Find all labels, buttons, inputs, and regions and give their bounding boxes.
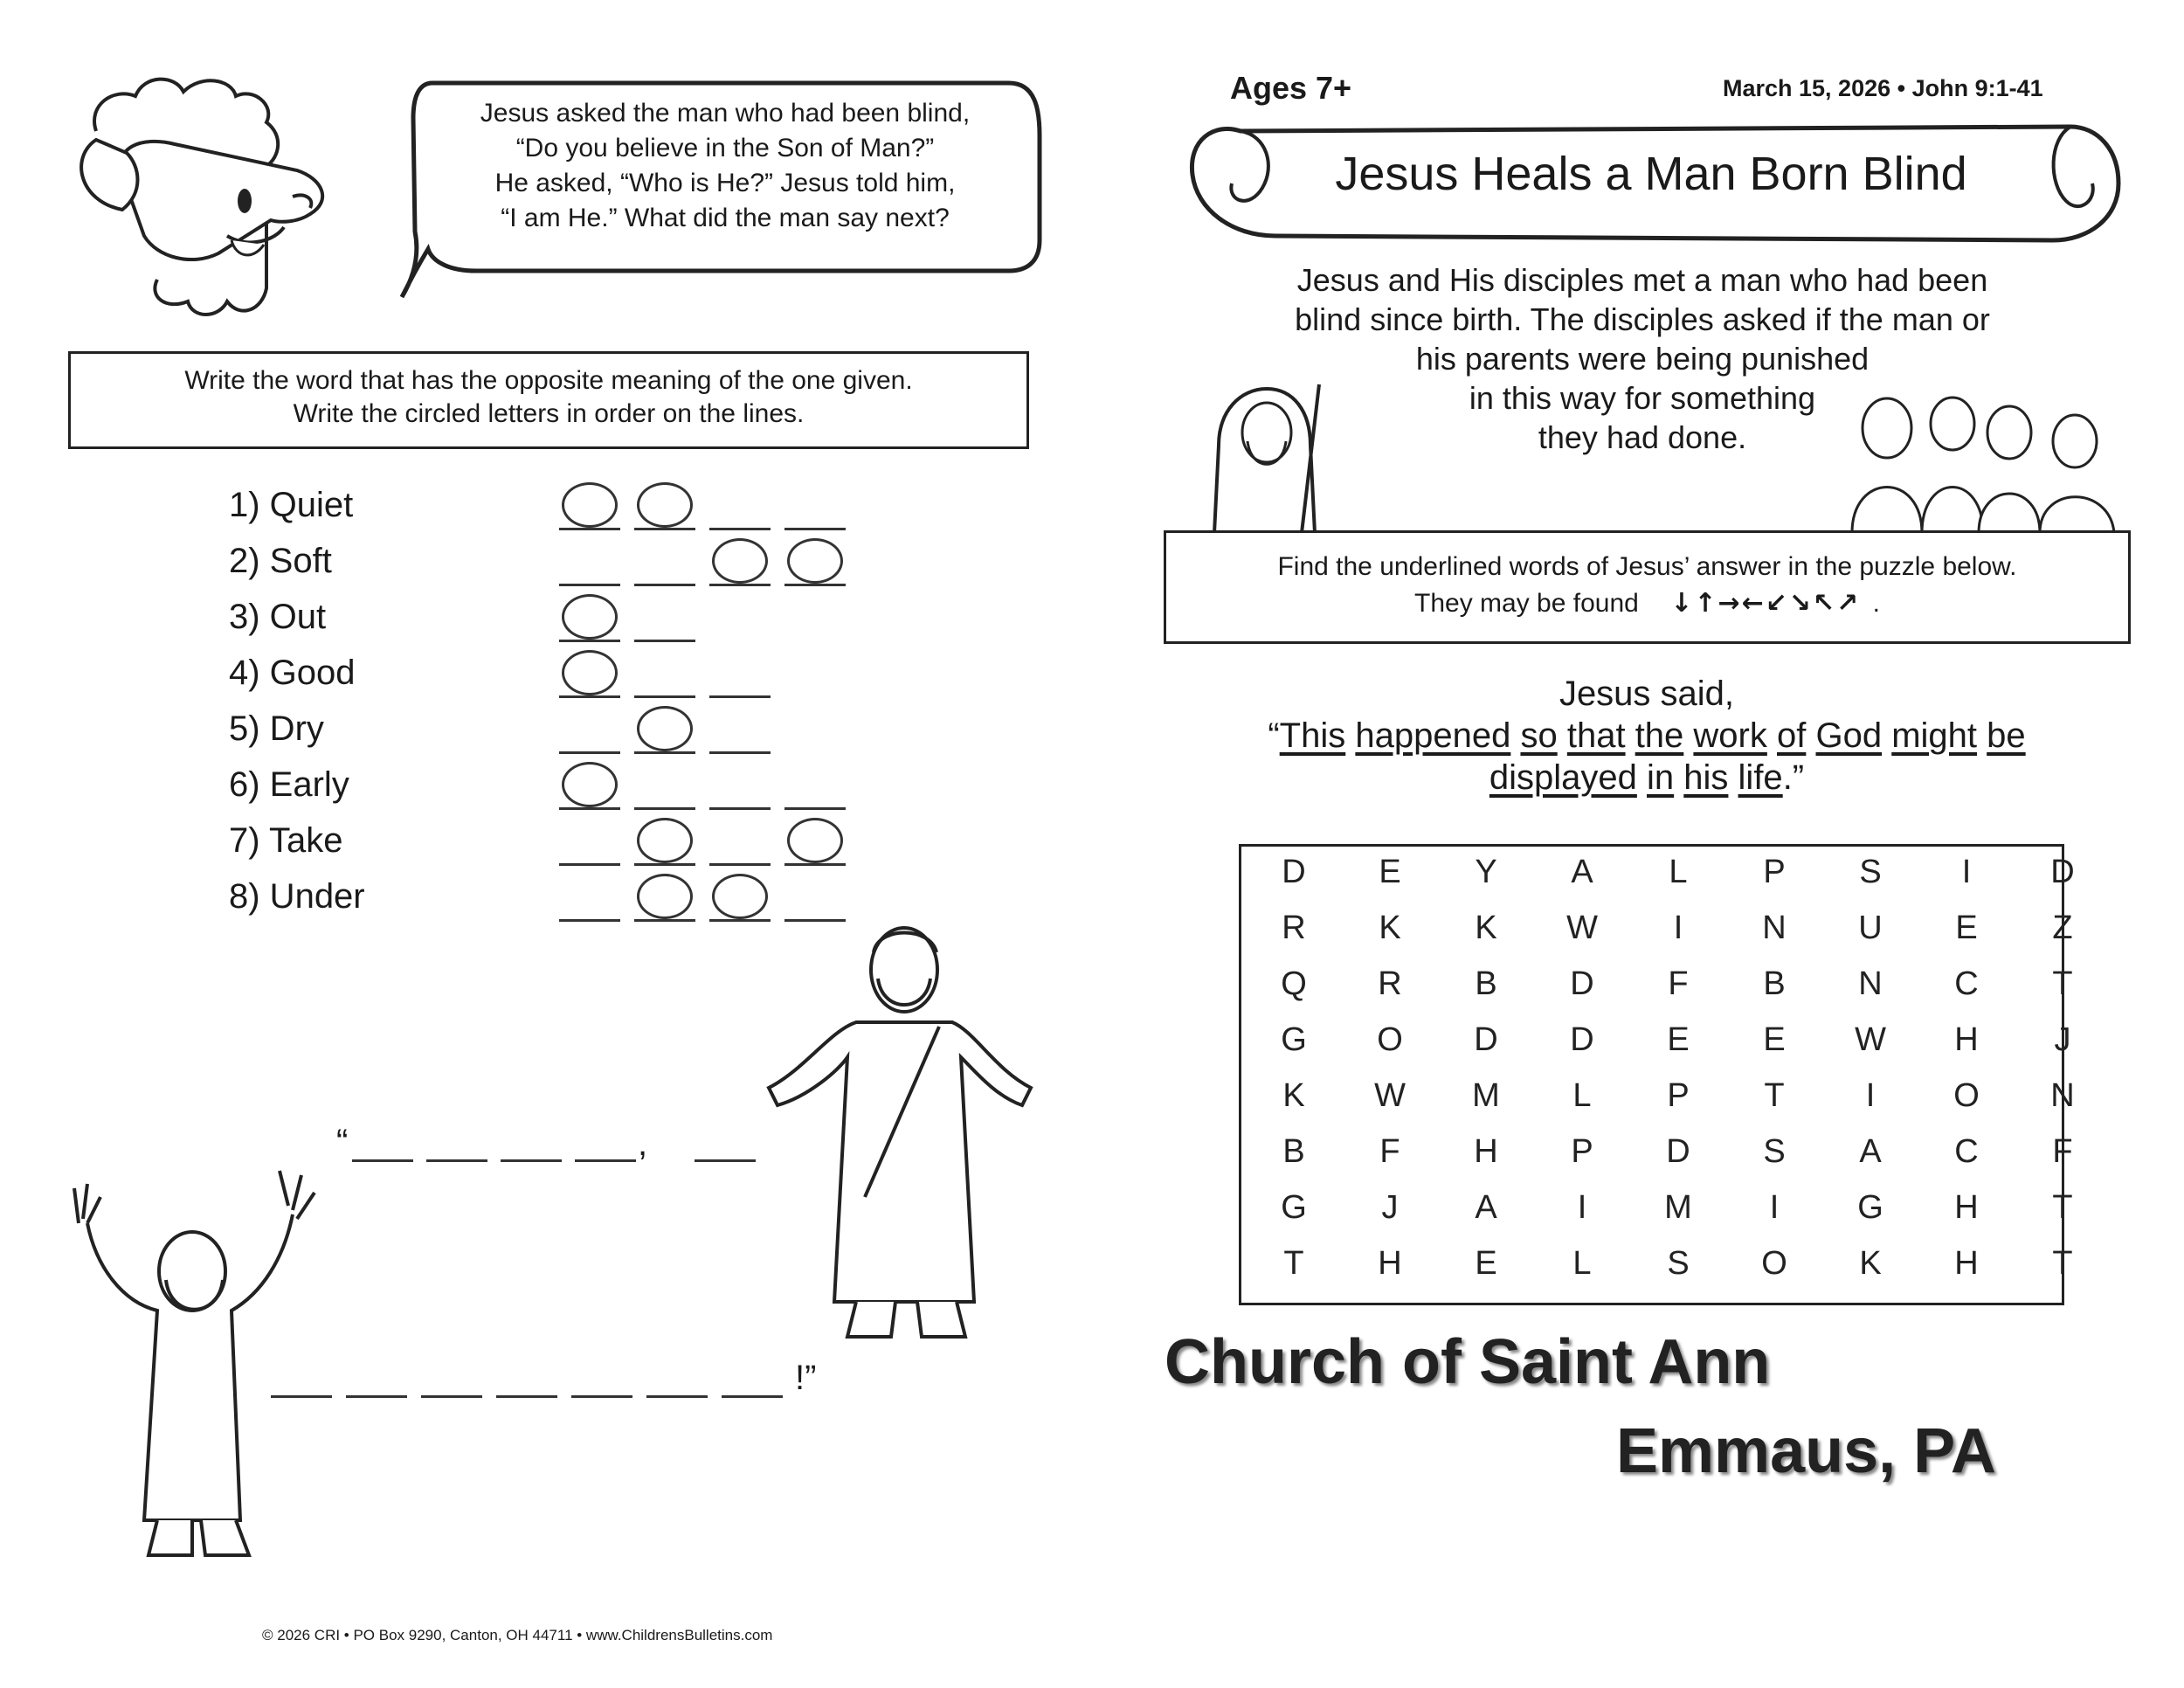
clue-label: 3) Out [229, 598, 327, 636]
grid-letter: E [1955, 910, 1978, 946]
instructions-line: Write the word that has the opposite meaning of the one given. [184, 366, 913, 395]
verse-word: This [1279, 716, 1346, 755]
page-title: Jesus Heals a Man Born Blind [1335, 148, 1967, 200]
circled-letter-slot [712, 874, 768, 919]
verse-line [1153, 757, 2140, 799]
grid-letter: Z [2052, 910, 2073, 946]
verse-word: happened [1355, 716, 1511, 755]
speech-line: “I am He.” What did the man say next? [501, 204, 950, 232]
grid-letter: L [1669, 854, 1688, 890]
church-name: Church of Saint Ann [1165, 1327, 1771, 1397]
grid-letter: M [1472, 1077, 1500, 1114]
answer-blank [271, 1395, 332, 1398]
letter-blank [634, 863, 695, 866]
age-range: Ages 7+ [1230, 70, 1352, 106]
letter-blank [709, 584, 771, 586]
clue-label: 4) Good [229, 654, 356, 692]
grid-letter: W [1855, 1021, 1886, 1058]
grid-letter: R [1282, 910, 1306, 946]
answer-close: !” [795, 1359, 817, 1397]
speech-line: Jesus asked the man who had been blind, [480, 99, 971, 128]
grid-letter: H [1474, 1133, 1498, 1170]
grid-letter: J [2054, 1021, 2071, 1058]
letter-blank [559, 919, 620, 922]
letter-blank [634, 751, 695, 754]
verse-word: be [1987, 716, 2026, 755]
answer-blank [426, 1159, 487, 1162]
speech-line: He asked, “Who is He?” Jesus told him, [494, 169, 956, 197]
instructions-line: Write the circled letters in order on the lines. [293, 399, 805, 428]
answer-blank [722, 1395, 783, 1398]
circled-letter-slot [637, 818, 693, 863]
circled-letter-slot [562, 594, 618, 640]
grid-letter: S [1859, 854, 1882, 890]
grid-letter: H [1378, 1245, 1402, 1282]
verse-word: might [1891, 716, 1978, 755]
grid-letter: Q [1281, 965, 1307, 1002]
instructions-text: They may be found [1414, 589, 1639, 618]
clue-label: 6) Early [229, 765, 349, 804]
date-reference: March 15, 2026 • John 9:1-41 [1723, 75, 2043, 101]
grid-letter: B [1475, 965, 1497, 1002]
verse-word: so [1520, 716, 1558, 755]
grid-letter: D [1570, 965, 1594, 1002]
verse-word: God [1815, 716, 1883, 755]
grid-letter: E [1667, 1021, 1690, 1058]
speech-line: “Do you believe in the Son of Man?” [515, 134, 935, 163]
open-quote: “ [336, 1123, 349, 1161]
jesus-illustration [751, 917, 1040, 1354]
grid-letter: N [2050, 1077, 2075, 1114]
copyright: © 2026 CRI • PO Box 9290, Canton, OH 44711 • www.ChildrensBulletins.com [262, 1627, 773, 1643]
clue-label: 7) Take [229, 821, 343, 860]
grid-letter: H [1954, 1245, 1979, 1282]
grid-letter: D [1666, 1133, 1690, 1170]
grid-letter: F [1379, 1133, 1400, 1170]
verse-word: the [1635, 716, 1684, 755]
circled-letter-slot [562, 650, 618, 695]
story-line: in this way for something [1469, 380, 1816, 416]
grid-letter: L [1572, 1077, 1592, 1114]
grid-letter: E [1475, 1245, 1497, 1282]
grid-letter: F [2052, 1133, 2073, 1170]
letter-blank [559, 807, 620, 810]
grid-letter: D [1570, 1021, 1594, 1058]
letter-blank [559, 695, 620, 698]
blind-man-illustration [1179, 367, 1354, 533]
grid-letter: W [1566, 910, 1598, 946]
letter-blank [634, 919, 695, 922]
letter-blank [784, 584, 846, 586]
story-line: blind since birth. The disciples asked if the man or [1295, 301, 1990, 337]
answer-comma: , [638, 1124, 648, 1163]
grid-letter: T [1764, 1077, 1785, 1114]
grid-letter: G [1281, 1021, 1307, 1058]
grid-letter: K [1859, 1245, 1882, 1282]
grid-letter: E [1379, 854, 1401, 890]
letter-blank [709, 807, 771, 810]
grid-letter: T [2052, 1189, 2073, 1226]
grid-letter: W [1374, 1077, 1406, 1114]
sheep-illustration [61, 70, 384, 323]
church-city: Emmaus, PA [1616, 1416, 1996, 1486]
letter-blank [634, 584, 695, 586]
grid-letter: O [1761, 1245, 1787, 1282]
story-line: they had done. [1538, 419, 1747, 455]
answer-blank [346, 1395, 407, 1398]
story-line: Jesus and His disciples met a man who had been [1296, 262, 1988, 298]
grid-letter: H [1954, 1189, 1979, 1226]
grid-letter: U [1858, 910, 1883, 946]
grid-letter: N [1858, 965, 1883, 1002]
answer-blank [501, 1159, 562, 1162]
clue-label: 5) Dry [229, 709, 324, 748]
circled-letter-slot [637, 874, 693, 919]
grid-letter: L [1572, 1245, 1592, 1282]
story-line: his parents were being punished [1415, 341, 1870, 377]
circled-letter-slot [787, 818, 843, 863]
letter-blank [559, 528, 620, 530]
letter-blank [634, 528, 695, 530]
word-search-instructions [1164, 530, 2131, 644]
grid-letter: J [1381, 1189, 1399, 1226]
letter-blank [634, 695, 695, 698]
circled-letter-slot [637, 706, 693, 751]
letter-blank [784, 807, 846, 810]
grid-letter: O [1377, 1021, 1403, 1058]
disciples-illustration [1835, 376, 2132, 533]
answer-blank [575, 1159, 636, 1162]
grid-letter: F [1668, 965, 1689, 1002]
circled-letter-slot [562, 482, 618, 528]
instructions-period: . [1872, 589, 1880, 618]
grid-letter: P [1571, 1133, 1593, 1170]
grid-letter: Y [1475, 854, 1497, 890]
grid-letter: A [1475, 1189, 1497, 1226]
answer-blank [571, 1395, 632, 1398]
letter-blank [784, 863, 846, 866]
grid-letter: N [1762, 910, 1787, 946]
grid-letter: S [1667, 1245, 1690, 1282]
grid-letter: D [1474, 1021, 1498, 1058]
grid-letter: I [1769, 1189, 1780, 1226]
letter-blank [709, 863, 771, 866]
grid-letter: K [1475, 910, 1497, 946]
direction-arrows-icon: ↓↑→←↙↘↖↗ [1670, 588, 1861, 619]
letter-blank [559, 863, 620, 866]
grid-letter: P [1667, 1077, 1690, 1114]
answer-line-2 [271, 1359, 839, 1411]
grid-letter: G [1281, 1189, 1307, 1226]
grid-letter: A [1571, 854, 1593, 890]
grid-letter: S [1763, 1133, 1786, 1170]
grid-letter: C [1954, 1133, 1979, 1170]
grid-letter: G [1857, 1189, 1883, 1226]
grid-letter: D [1282, 854, 1306, 890]
verse-word: displayed [1489, 758, 1637, 797]
letter-blank [784, 528, 846, 530]
letter-blank [559, 640, 620, 642]
letter-blank [709, 751, 771, 754]
clue-label: 1) Quiet [229, 486, 354, 524]
grid-letter: D [2050, 854, 2075, 890]
word-search-grid [1239, 844, 2075, 1305]
grid-letter: K [1379, 910, 1401, 946]
grid-letter: I [1961, 854, 1972, 890]
verse-word: his [1683, 758, 1729, 797]
circled-letter-slot [712, 538, 768, 584]
speech-text [411, 96, 1040, 236]
grid-letter: B [1763, 965, 1786, 1002]
verse-word: work [1693, 716, 1767, 755]
grid-letter: I [1865, 1077, 1876, 1114]
grid-letter: C [1954, 965, 1979, 1002]
grid-letter: A [1859, 1133, 1882, 1170]
grid-letter: H [1954, 1021, 1979, 1058]
grid-letter: R [1378, 965, 1402, 1002]
answer-blank [352, 1159, 413, 1162]
grid-letter: K [1282, 1077, 1305, 1114]
letter-blank [634, 640, 695, 642]
instructions-line-2 [1166, 585, 2128, 622]
letter-blank [709, 695, 771, 698]
circled-letter-slot [562, 762, 618, 807]
clue-label: 2) Soft [229, 542, 332, 580]
grid-letter: T [1283, 1245, 1304, 1282]
letter-blank [709, 528, 771, 530]
letter-blank [559, 751, 620, 754]
verse-open-quote: “ [1268, 716, 1280, 755]
grid-letter: I [1577, 1189, 1587, 1226]
grid-letter: P [1763, 854, 1786, 890]
answer-blank [421, 1395, 482, 1398]
answer-blank [646, 1395, 708, 1398]
grid-letter: M [1664, 1189, 1692, 1226]
answer-line-1 [336, 1123, 791, 1175]
verse-intro: Jesus said, [1559, 675, 1735, 713]
grid-letter: B [1282, 1133, 1305, 1170]
letter-blank [634, 807, 695, 810]
verse-word: of [1777, 716, 1807, 755]
grid-letter: E [1763, 1021, 1786, 1058]
letter-blank [559, 584, 620, 586]
verse-word: that [1566, 716, 1626, 755]
bible-verse [1153, 673, 2140, 799]
grid-letter: T [2052, 965, 2073, 1002]
instructions-line: Find the underlined words of Jesus’ answer in the puzzle below. [1277, 552, 2017, 581]
grid-letter: I [1673, 910, 1683, 946]
grid-letter: T [2052, 1245, 2073, 1282]
verse-line [1153, 715, 2140, 757]
verse-word: life [1738, 758, 1783, 797]
opposites-instructions [68, 351, 1029, 449]
grid-letter: O [1953, 1077, 1980, 1114]
clue-label: 8) Under [229, 877, 365, 916]
circled-letter-slot [637, 482, 693, 528]
verse-close-quote: .” [1782, 758, 1805, 797]
answer-blank [496, 1395, 557, 1398]
verse-word: in [1647, 758, 1675, 797]
circled-letter-slot [787, 538, 843, 584]
answer-blank [695, 1159, 756, 1162]
